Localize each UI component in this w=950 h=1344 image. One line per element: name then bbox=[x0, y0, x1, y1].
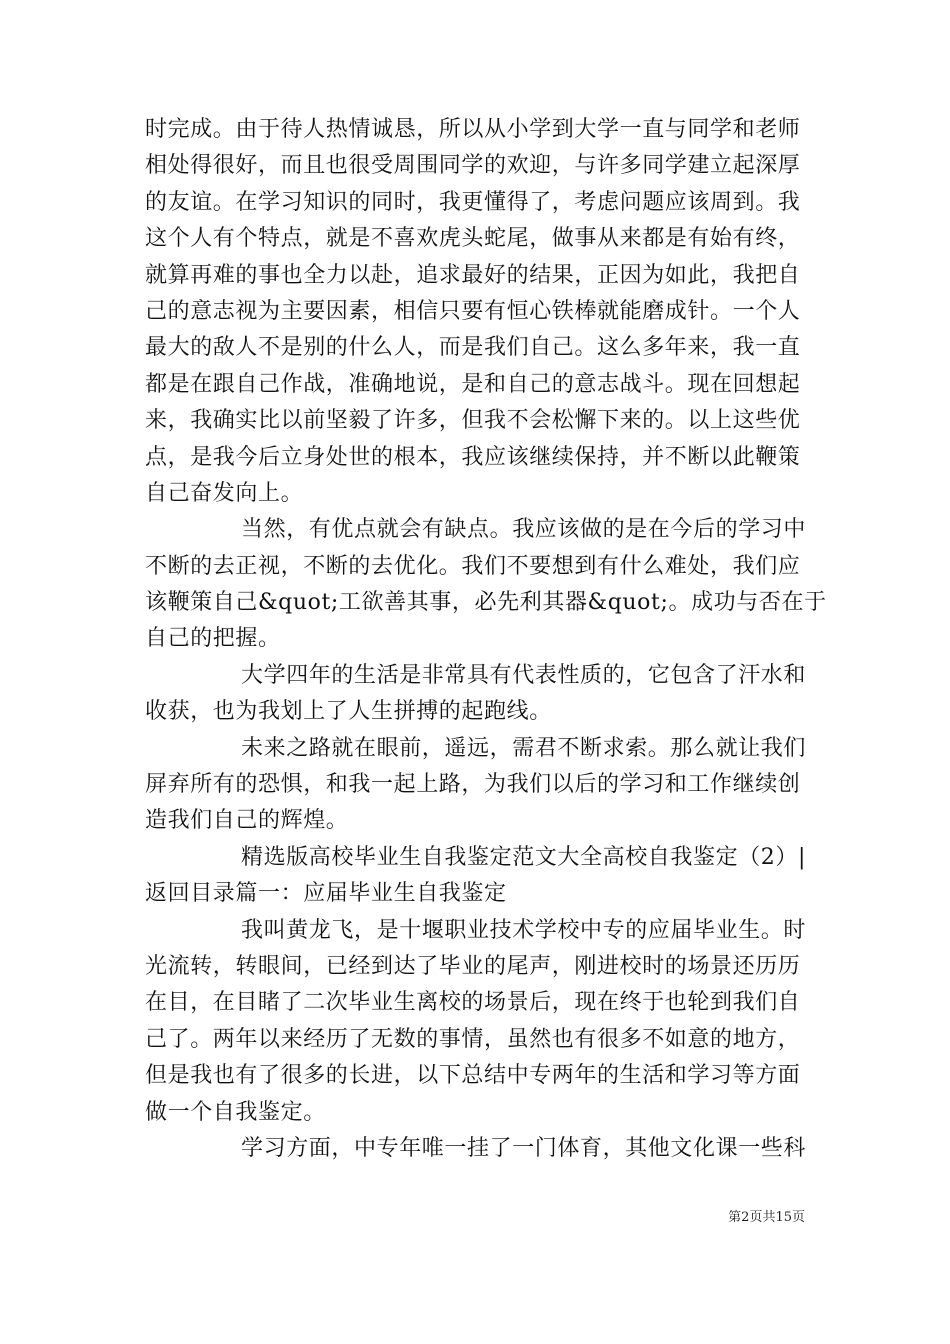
text-line-17: 收获，也为我划上了人生拼搏的起跑线。 bbox=[145, 699, 552, 725]
text-line-23: 我叫黄龙飞，是十堰职业技术学校中专的应届毕业生。时 bbox=[241, 917, 807, 943]
text-line-2: 相处得很好，而且也很受周围同学的欢迎，与许多同学建立起深厚 bbox=[145, 153, 801, 179]
text-line-24: 光流转，转眼间，已经到达了毕业的尾声，刚进校时的场景还历历 bbox=[145, 953, 801, 979]
text-line-29: 学习方面，中专年唯一挂了一门体育，其他文化课一些科 bbox=[241, 1135, 807, 1161]
text-line-5: 就算再难的事也全力以赴，追求最好的结果，正因为如此，我把自 bbox=[145, 262, 801, 288]
text-line-6: 己的意志视为主要因素，相信只要有恒心铁棒就能磨成针。一个人 bbox=[145, 298, 801, 324]
document-body bbox=[145, 112, 827, 1167]
text-line-10: 点，是我今后立身处世的根本，我应该继续保持，并不断以此鞭策 bbox=[145, 444, 801, 470]
text-line-28: 做一个自我鉴定。 bbox=[145, 1099, 326, 1125]
text-line-13: 不断的去正视，不断的去优化。我们不要想到有什么难处，我们应 bbox=[145, 553, 801, 579]
text-line-20: 造我们自己的辉煌。 bbox=[145, 808, 349, 834]
text-line-9: 来，我确实比以前坚毅了许多，但我不会松懈下来的。以上这些优 bbox=[145, 408, 801, 434]
text-line-19: 屏弃所有的恐惧，和我一起上路，为我们以后的学习和工作继续创 bbox=[145, 772, 801, 798]
text-line-18: 未来之路就在眼前，遥远，需君不断求索。那么就让我们 bbox=[241, 735, 807, 761]
text-line-16: 大学四年的生活是非常具有代表性质的，它包含了汗水和 bbox=[241, 662, 807, 688]
text-line-14: 该鞭策自己&quot;工欲善其事，必先利其器&quot;。成功与否在于 bbox=[145, 590, 827, 616]
section-heading-line-2: 返回目录篇一：应届毕业生自我鉴定 bbox=[145, 881, 507, 907]
text-line-8: 都是在跟自己作战，准确地说，是和自己的意志战斗。现在回想起 bbox=[145, 371, 801, 397]
text-line-4: 这个人有个特点，就是不喜欢虎头蛇尾，做事从来都是有始有终， bbox=[145, 226, 801, 252]
text-line-25: 在目，在目睹了二次毕业生离校的场景后，现在终于也轮到我们自 bbox=[145, 990, 801, 1016]
text-line-11: 自己奋发向上。 bbox=[145, 480, 304, 506]
section-heading-line-1: 精选版高校毕业生自我鉴定范文大全高校自我鉴定（2）| bbox=[241, 844, 807, 870]
text-line-3: 的友谊。在学习知识的同时，我更懂得了，考虑问题应该周到。我 bbox=[145, 189, 801, 215]
page-number-footer: 第2页共15页 bbox=[728, 1210, 805, 1225]
text-line-15: 自己的把握。 bbox=[145, 626, 281, 652]
text-line-1: 时完成。由于待人热情诚恳，所以从小学到大学一直与同学和老师 bbox=[145, 117, 801, 142]
text-line-7: 最大的敌人不是别的什么人，而是我们自己。这么多年来，我一直 bbox=[145, 335, 801, 361]
text-line-26: 己了。两年以来经历了无数的事情，虽然也有很多不如意的地方， bbox=[145, 1026, 801, 1052]
text-line-12: 当然，有优点就会有缺点。我应该做的是在今后的学习中 bbox=[241, 517, 807, 543]
text-line-27: 但是我也有了很多的长进，以下总结中专两年的生活和学习等方面 bbox=[145, 1063, 801, 1089]
